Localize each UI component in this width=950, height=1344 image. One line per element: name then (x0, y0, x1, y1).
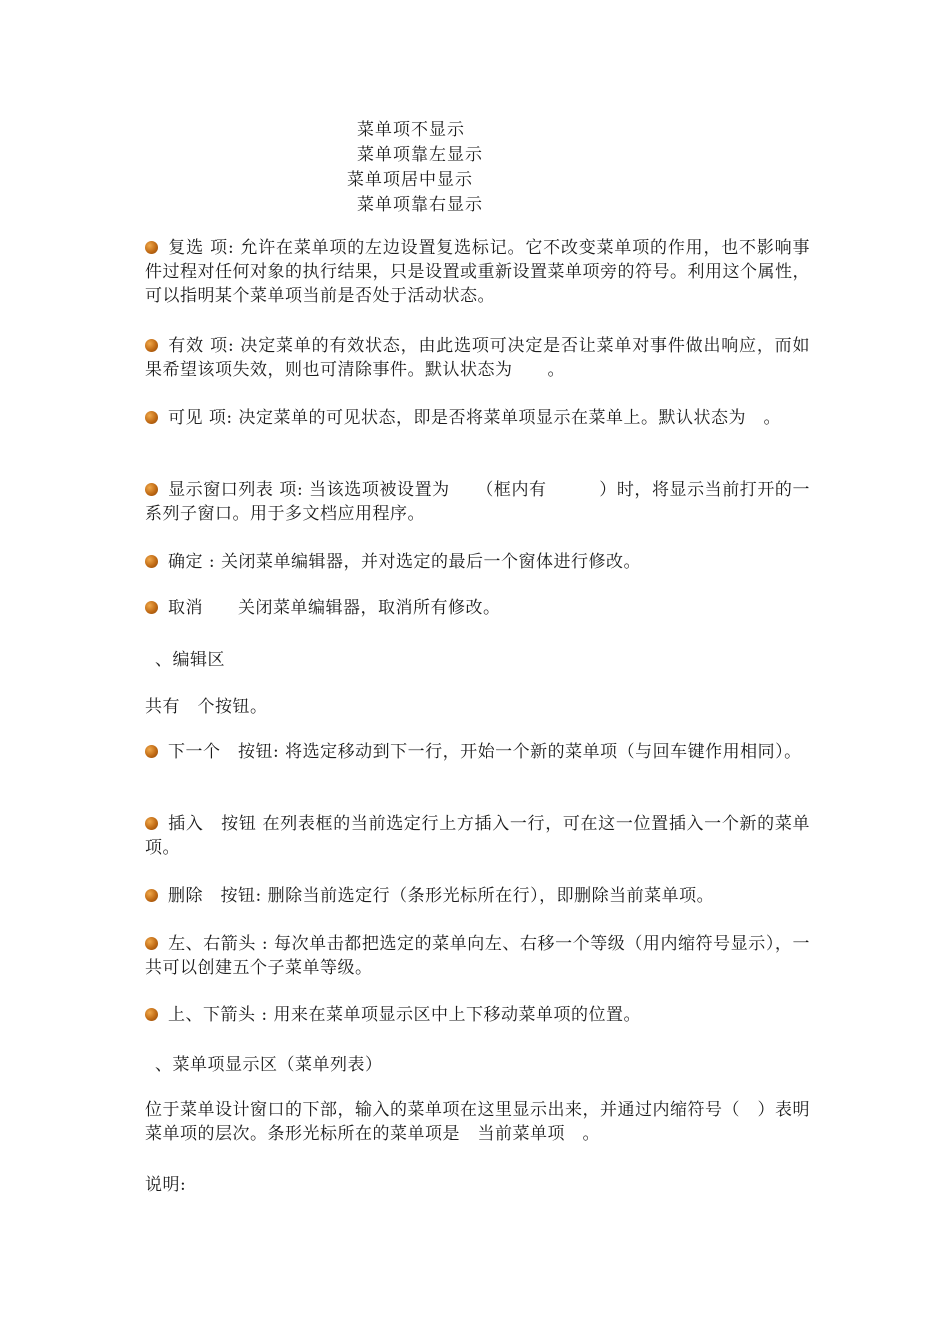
enabled-text: 有效 项: 决定菜单的有效状态，由此选项可决定是否让菜单对事件做出响应，而如果希望该项失效，则也可清除事件。默认状态为 。 (145, 336, 810, 380)
bullet-icon (145, 745, 158, 758)
bullet-icon (145, 339, 158, 352)
up-down-paragraph (145, 1003, 810, 1027)
visible-paragraph (145, 406, 810, 430)
bullet-icon (145, 889, 158, 902)
ok-text: 确定 : 关闭菜单编辑器，并对选定的最后一个窗体进行修改。 (168, 552, 642, 572)
bullet-icon (145, 483, 158, 496)
bullet-icon (145, 601, 158, 614)
bullet-icon (145, 1008, 158, 1021)
bullet-icon (145, 937, 158, 950)
enabled-paragraph (145, 334, 810, 382)
alignment-option-right: 菜单项靠右显示 (357, 195, 483, 215)
window-list-text: 显示窗口列表 项: 当该选项被设置为 （框内有 ）时，将显示当前打开的一系列子窗口。用于多文档应用程序。 (145, 480, 810, 524)
checkbox-paragraph (145, 236, 810, 308)
delete-text: 删除 按钮: 删除当前选定行（条形光标所在行），即删除当前菜单项。 (168, 886, 715, 906)
left-right-text: 左、右箭头 : 每次单击都把选定的菜单向左、右移一个等级（用内缩符号显示），一共可以创建五个子菜单等级。 (145, 934, 810, 978)
next-paragraph (145, 740, 810, 764)
window-list-paragraph (145, 478, 810, 526)
visible-text: 可见 项: 决定菜单的可见状态，即是否将菜单项显示在菜单上。默认状态为 。 (168, 408, 782, 428)
up-down-text: 上、下箭头 : 用来在菜单项显示区中上下移动菜单项的位置。 (168, 1005, 642, 1025)
alignment-option-none: 菜单项不显示 (357, 120, 465, 140)
alignment-option-center: 菜单项居中显示 (347, 170, 473, 190)
button-count-text: 共有 个按钮。 (145, 697, 268, 717)
left-right-paragraph (145, 932, 810, 980)
bullet-icon (145, 817, 158, 830)
cancel-paragraph (145, 596, 810, 620)
list-description: 位于菜单设计窗口的下部，输入的菜单项在这里显示出来，并通过内缩符号（ ）表明菜单项的层次。条形光标所在的菜单项是 当前菜单项 。 (145, 1100, 810, 1144)
bullet-icon (145, 241, 158, 254)
section-edit-heading: 、编辑区 (155, 650, 225, 670)
cancel-text: 取消 关闭菜单编辑器，取消所有修改。 (168, 598, 501, 618)
insert-paragraph (145, 812, 810, 860)
next-text: 下一个 按钮: 将选定移动到下一行，开始一个新的菜单项（与回车键作用相同）。 (168, 742, 802, 762)
delete-paragraph (145, 884, 810, 908)
bullet-icon (145, 411, 158, 424)
bullet-icon (145, 555, 158, 568)
section-list-heading: 、菜单项显示区（菜单列表） (155, 1055, 383, 1075)
note-label: 说明: (145, 1175, 187, 1195)
alignment-option-left: 菜单项靠左显示 (357, 145, 483, 165)
insert-text: 插入 按钮 在列表框的当前选定行上方插入一行，可在这一位置插入一个新的菜单项。 (145, 814, 810, 858)
checkbox-text: 复选 项: 允许在菜单项的左边设置复选标记。它不改变菜单项的作用，也不影响事件过程对任何对象的执行结果，只是设置或重新设置菜单项旁的符号。利用这个属性，可以指明某个菜单项当前是否处于活动状态。 (145, 238, 810, 306)
ok-paragraph (145, 550, 810, 574)
